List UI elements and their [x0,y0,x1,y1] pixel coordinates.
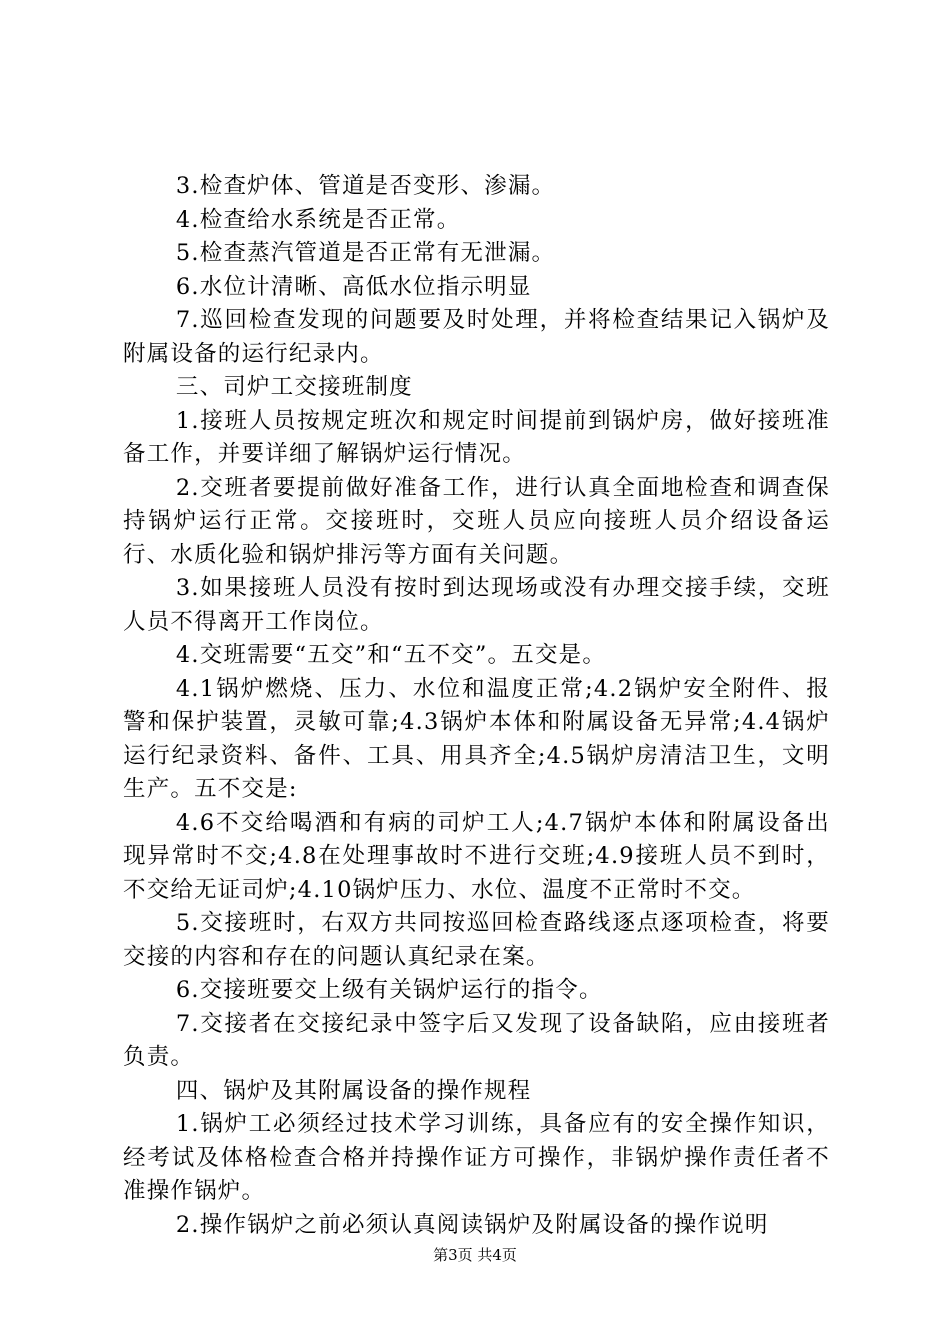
paragraph: 4.检查给水系统是否正常。 [175,206,461,233]
paragraph: 1.锅炉工必须经过技术学习训练，具备应有的安全操作知识，经考试及体格检查合格并持操作证方可操作，非锅炉操作责任者不准操作锅炉。 [123,1111,830,1204]
paragraph: 3.检查炉体、管道是否变形、渗漏。 [175,173,556,199]
section-heading: 四、锅炉及其附属设备的操作规程 [175,1077,532,1104]
paragraph: 6.水位计清晰、高低水位指示明显 [175,273,532,300]
paragraph: 3.如果接班人员没有按时到达现场或没有办理交接手续，交班人员不得离开工作岗位。 [123,575,830,635]
section-heading: 三、司炉工交接班制度 [175,374,413,400]
paragraph: 1.接班人员按规定班次和规定时间提前到锅炉房，做好接班准备工作，并要详细了解锅炉运行情况。 [123,407,830,467]
paragraph: 7.巡回检查发现的问题要及时处理，并将检查结果记入锅炉及附属设备的运行纪录内。 [123,307,830,367]
paragraph: 4.1锅炉燃烧、压力、水位和温度正常;4.2锅炉安全附件、报警和保护装置，灵敏可靠;4.3锅炉本体和附属设备无异常;4.4锅炉运行纪录资料、备件、工具、用具齐全;4.5锅炉房清洁卫生，文明生产。五不交是: [123,675,830,802]
paragraph: 2.操作锅炉之前必须认真阅读锅炉及附属设备的操作说明 [175,1211,769,1238]
paragraph: 4.交班需要“五交”和“五不交”。五交是。 [175,642,607,668]
page-footer: 第3页 共4页 [433,1246,517,1264]
paragraph: 2.交班者要提前做好准备工作，进行认真全面地检查和调查保持锅炉运行正常。交接班时，交班人员应向接班人员介绍设备运行、水质化验和锅炉排污等方面有关问题。 [123,474,830,568]
paragraph: 7.交接者在交接纪录中签字后又发现了设备缺陷，应由接班者负责。 [123,1010,830,1070]
paragraph: 5.检查蒸汽管道是否正常有无泄漏。 [175,240,556,266]
paragraph: 4.6不交给喝酒和有病的司炉工人;4.7锅炉本体和附属设备出现异常时不交;4.8在处理事故时不进行交班;4.9接班人员不到时，不交给无证司炉;4.10锅炉压力、水位、温度不正常时不交。 [123,809,830,903]
paragraph: 6.交接班要交上级有关锅炉运行的指令。 [175,977,603,1003]
paragraph: 5.交接班时，右双方共同按巡回检查路线逐点逐项检查，将要交接的内容和存在的问题认真纪录在案。 [123,910,830,970]
document-body [123,170,830,1242]
